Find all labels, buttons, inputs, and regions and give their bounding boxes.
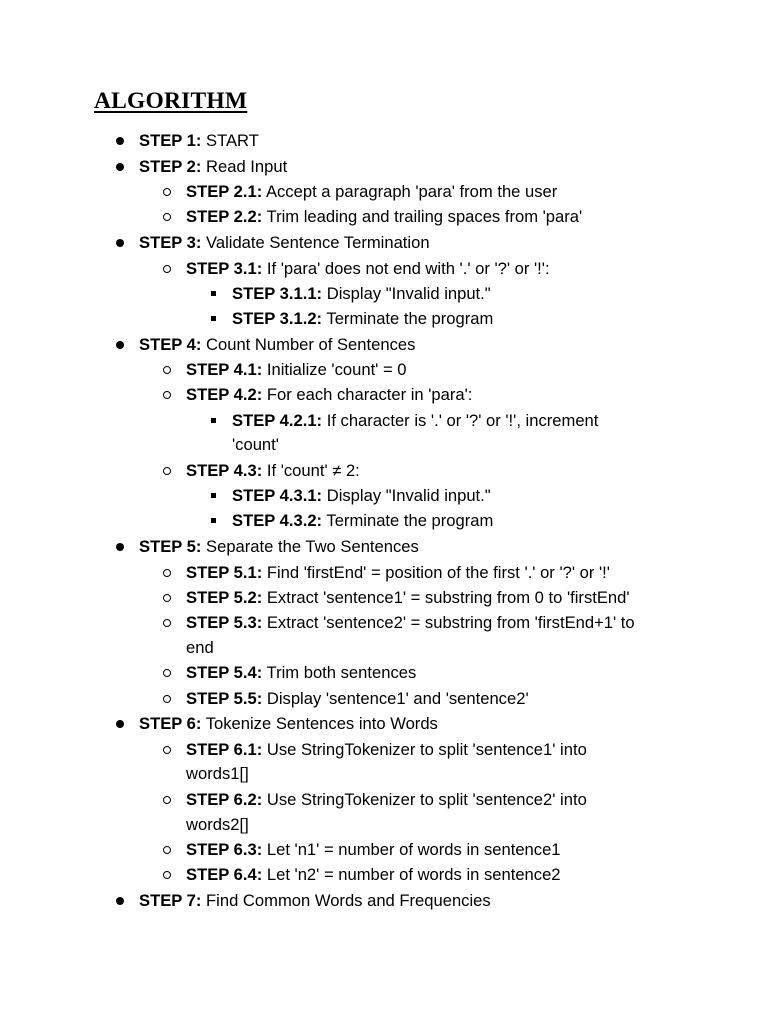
step-label: STEP 3: [139,233,202,252]
step-item [0,837,768,862]
step-label: STEP 6: [139,714,202,733]
step-text [139,711,438,736]
circle-bullet-icon [163,871,171,879]
disc-bullet-icon [116,137,124,145]
circle-bullet-icon [163,391,171,399]
step-text [139,128,259,153]
square-bullet-icon [211,493,216,498]
step-text [232,408,598,433]
circle-bullet-icon [163,569,171,577]
step-item [0,686,768,711]
step-description: Terminate the program [322,309,494,328]
step-item [0,382,768,407]
step-text [186,761,249,786]
step-label: STEP 3.1.1: [232,284,323,303]
step-description: Initialize 'count' = 0 [262,360,407,379]
step-label: STEP 3.1: [186,259,263,278]
step-text [186,458,360,483]
step-description: For each character in 'para': [262,385,473,404]
step-item [0,179,768,204]
step-label: STEP 7: [139,891,202,910]
step-text [186,862,561,887]
step-item [0,483,768,508]
square-bullet-icon [211,518,216,523]
step-description: If character is '.' or '?' or '!', increment [322,411,599,430]
step-label: STEP 5.3: [186,613,263,632]
step-label: STEP 4: [139,335,202,354]
step-description: Separate the Two Sentences [201,537,419,556]
step-description: Let 'n2' = number of words in sentence2 [262,865,561,884]
step-item [0,230,768,255]
step-label: STEP 5.5: [186,689,263,708]
step-label: STEP 6.1: [186,740,263,759]
step-text [186,357,407,382]
circle-bullet-icon [163,695,171,703]
step-text [232,483,491,508]
step-text [232,306,493,331]
step-text [232,508,493,533]
step-text [186,256,550,281]
step-description: Find Common Words and Frequencies [201,891,491,910]
step-label: STEP 3.1.2: [232,309,323,328]
step-text [186,382,472,407]
step-label: STEP 2: [139,157,202,176]
step-description: Use StringTokenizer to split 'sentence1' into [262,740,587,759]
step-description: words2[] [186,815,249,834]
square-bullet-icon [211,316,216,321]
document-title: ALGORITHM [94,88,248,114]
step-label: STEP 2.2: [186,207,263,226]
square-bullet-icon [211,291,216,296]
step-text [139,230,430,255]
step-label: STEP 4.2: [186,385,263,404]
disc-bullet-icon [116,543,124,551]
step-item [0,357,768,382]
step-description: If 'para' does not end with '.' or '?' or '!': [262,259,550,278]
step-description: Validate Sentence Termination [201,233,430,252]
step-description: Use StringTokenizer to split 'sentence2' into [262,790,587,809]
step-label: STEP 1: [139,131,202,150]
step-text [186,812,249,837]
step-item [0,888,768,913]
step-item [0,408,768,433]
step-item [0,332,768,357]
step-item [0,534,768,559]
step-description: Accept a paragraph 'para' from the user [262,182,558,201]
step-description: Display 'sentence1' and 'sentence2' [262,689,529,708]
step-text [186,737,587,762]
step-description: START [201,131,259,150]
step-text [186,660,416,685]
step-item [0,862,768,887]
step-description: Extract 'sentence2' = substring from 'firstEnd+1' to [262,613,635,632]
step-description: If 'count' ≠ 2: [262,461,360,480]
step-item [0,635,768,660]
step-label: STEP 4.3.2: [232,511,323,530]
step-label: STEP 4.3.1: [232,486,323,505]
step-description: Extract 'sentence1' = substring from 0 to 'firstEnd' [262,588,630,607]
step-item [0,432,768,457]
circle-bullet-icon [163,619,171,627]
step-text [186,585,630,610]
step-item [0,737,768,762]
step-label: STEP 6.4: [186,865,263,884]
step-text [186,686,529,711]
circle-bullet-icon [163,796,171,804]
step-label: STEP 5.2: [186,588,263,607]
step-text [186,204,582,229]
step-item [0,281,768,306]
step-description: Tokenize Sentences into Words [201,714,438,733]
step-item [0,660,768,685]
disc-bullet-icon [116,720,124,728]
circle-bullet-icon [163,846,171,854]
step-label: STEP 6.2: [186,790,263,809]
step-text [139,534,419,559]
step-label: STEP 4.3: [186,461,263,480]
disc-bullet-icon [116,897,124,905]
step-description: Let 'n1' = number of words in sentence1 [262,840,561,859]
disc-bullet-icon [116,341,124,349]
step-description: Display "Invalid input." [322,486,491,505]
step-text [186,635,214,660]
circle-bullet-icon [163,213,171,221]
circle-bullet-icon [163,669,171,677]
circle-bullet-icon [163,366,171,374]
step-description: Trim both sentences [262,663,417,682]
step-item [0,585,768,610]
disc-bullet-icon [116,163,124,171]
step-item [0,204,768,229]
step-item [0,761,768,786]
step-text [186,610,635,635]
step-item [0,711,768,736]
step-label: STEP 6.3: [186,840,263,859]
step-item [0,458,768,483]
step-description: Trim leading and trailing spaces from 'para' [262,207,583,226]
step-item [0,812,768,837]
step-label: STEP 4.1: [186,360,263,379]
circle-bullet-icon [163,746,171,754]
step-description: words1[] [186,764,249,783]
circle-bullet-icon [163,188,171,196]
step-description: Find 'firstEnd' = position of the first '.' or '?' or '!' [262,563,610,582]
step-item [0,306,768,331]
step-label: STEP 4.2.1: [232,411,323,430]
step-item [0,154,768,179]
step-text [139,154,287,179]
step-text [186,179,557,204]
step-description: Count Number of Sentences [201,335,416,354]
step-label: STEP 5.4: [186,663,263,682]
step-text [232,281,491,306]
step-text [186,560,610,585]
step-text [232,432,279,457]
step-item [0,256,768,281]
step-description: Read Input [201,157,288,176]
step-label: STEP 5: [139,537,202,556]
disc-bullet-icon [116,239,124,247]
step-label: STEP 5.1: [186,563,263,582]
step-item [0,508,768,533]
step-text [139,332,415,357]
step-text [186,787,587,812]
step-label: STEP 2.1: [186,182,263,201]
step-item [0,560,768,585]
square-bullet-icon [211,418,216,423]
step-description: Terminate the program [322,511,494,530]
step-text [139,888,491,913]
step-description: 'count' [232,435,279,454]
circle-bullet-icon [163,265,171,273]
circle-bullet-icon [163,594,171,602]
step-text [186,837,561,862]
step-description: end [186,638,214,657]
step-item [0,128,768,153]
step-item [0,787,768,812]
step-description: Display "Invalid input." [322,284,491,303]
step-item [0,610,768,635]
circle-bullet-icon [163,467,171,475]
